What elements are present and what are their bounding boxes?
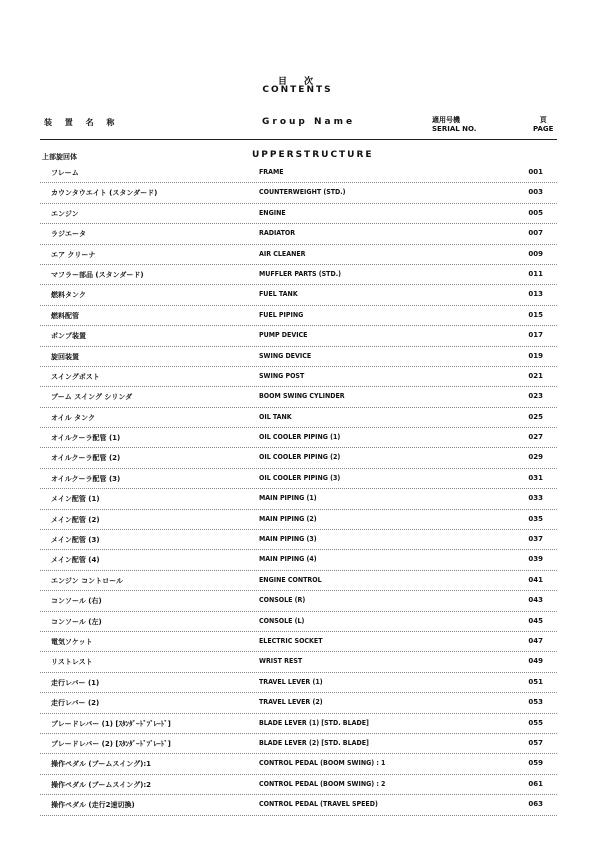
contents-row[interactable]: [40, 550, 557, 570]
item-name-en: FUEL PIPING: [259, 310, 304, 319]
item-page: 061: [528, 779, 543, 788]
contents-list: [40, 163, 557, 816]
item-page: 035: [528, 514, 543, 523]
item-name-jp: リストレスト: [51, 658, 93, 667]
item-name-en: AIR CLEANER: [259, 249, 306, 258]
item-page: 023: [528, 392, 543, 401]
item-name-jp: ブーム スイング シリンダ: [51, 393, 133, 402]
contents-row[interactable]: [40, 489, 557, 509]
contents-row[interactable]: [40, 428, 557, 448]
contents-row[interactable]: [40, 408, 557, 428]
item-name-en: FRAME: [259, 168, 284, 176]
contents-row[interactable]: [40, 775, 557, 795]
item-name-jp: ブレードレバー (1) [ｽﾀﾝﾀﾞｰﾄﾞﾌﾞﾚｰﾄﾞ]: [51, 719, 171, 728]
item-name-en: SWING POST: [259, 371, 305, 380]
item-page: 063: [528, 800, 543, 809]
item-name-en: TRAVEL LEVER (2): [259, 698, 323, 707]
item-page: 011: [528, 269, 543, 278]
item-name-jp: ラジエータ: [51, 230, 86, 239]
item-page: 039: [528, 555, 543, 564]
item-page: 037: [528, 535, 543, 544]
contents-row[interactable]: [40, 693, 557, 713]
item-name-jp: フレーム: [51, 169, 79, 177]
item-name-jp: メイン配管 (1): [51, 495, 100, 504]
item-name-en: CONSOLE (R): [259, 596, 306, 605]
item-name-en: MAIN PIPING (3): [259, 535, 317, 544]
contents-row[interactable]: [40, 510, 557, 530]
item-name-jp: 走行レバー (2): [51, 699, 100, 708]
item-name-en: MAIN PIPING (1): [259, 494, 317, 503]
item-name-jp: オイルクーラ配管 (3): [51, 474, 121, 483]
contents-row[interactable]: [40, 163, 557, 183]
contents-row[interactable]: [40, 285, 557, 305]
item-name-jp: マフラー部品 (スタンダード): [51, 270, 144, 279]
item-page: 005: [528, 208, 543, 217]
contents-row[interactable]: [40, 714, 557, 734]
header-page: [533, 116, 553, 134]
item-page: 015: [528, 310, 543, 319]
item-name-jp: エンジン: [51, 209, 79, 218]
header-page-jp: 頁: [539, 116, 547, 124]
item-name-en: CONTROL PEDAL (BOOM SWING) : 1: [259, 759, 386, 768]
item-name-en: OIL COOLER PIPING (2): [259, 453, 341, 462]
item-page: 017: [528, 331, 543, 340]
item-page: 001: [528, 168, 543, 176]
header-page-en: PAGE: [533, 125, 554, 133]
item-name-en: WRIST REST: [259, 657, 303, 666]
item-name-en: TRAVEL LEVER (1): [259, 677, 323, 686]
item-name-en: OIL COOLER PIPING (1): [259, 433, 341, 442]
contents-row[interactable]: [40, 612, 557, 632]
section-heading-jp: 上部旋回体: [42, 153, 77, 161]
contents-row[interactable]: [40, 652, 557, 672]
item-name-jp: 電気ソケット: [51, 637, 93, 646]
section-heading: [40, 150, 557, 162]
contents-row[interactable]: [40, 265, 557, 285]
item-name-jp: エンジン コントロール: [51, 576, 123, 585]
item-page: 041: [528, 575, 543, 584]
contents-row[interactable]: [40, 245, 557, 265]
item-name-jp: スイングポスト: [51, 372, 100, 381]
contents-row[interactable]: [40, 224, 557, 244]
item-name-jp: カウンタウエイト (スタンダード): [51, 189, 158, 198]
item-name-en: MUFFLER PARTS (STD.): [259, 269, 341, 278]
contents-row[interactable]: [40, 204, 557, 224]
item-page: 057: [528, 738, 543, 747]
item-name-jp: コンソール (左): [51, 617, 102, 626]
item-name-jp: 燃料配管: [51, 311, 79, 320]
contents-row[interactable]: [40, 530, 557, 550]
header-serial-en: SERIAL NO.: [432, 125, 477, 133]
contents-row[interactable]: [40, 673, 557, 693]
item-name-jp: ブレードレバー (2) [ｽﾀﾝﾀﾞｰﾄﾞﾌﾞﾚｰﾄﾞ]: [51, 739, 171, 748]
header-serial: [432, 116, 476, 134]
contents-row[interactable]: [40, 795, 557, 815]
contents-row[interactable]: [40, 448, 557, 468]
item-name-jp: オイル タンク: [51, 413, 95, 422]
contents-row[interactable]: [40, 469, 557, 489]
item-name-en: FUEL TANK: [259, 290, 298, 299]
item-page: 009: [528, 249, 543, 258]
contents-row[interactable]: [40, 347, 557, 367]
item-page: 055: [528, 718, 543, 727]
item-name-en: ELECTRIC SOCKET: [259, 636, 323, 645]
item-page: 019: [528, 351, 543, 360]
header-group-name: Group Name: [262, 117, 356, 127]
contents-row[interactable]: [40, 754, 557, 774]
item-name-en: BLADE LEVER (2) [STD. BLADE]: [259, 738, 369, 747]
item-page: 007: [528, 229, 543, 238]
item-page: 043: [528, 596, 543, 605]
contents-row[interactable]: [40, 367, 557, 387]
item-name-en: OIL COOLER PIPING (3): [259, 473, 341, 482]
contents-row[interactable]: [40, 306, 557, 326]
item-name-en: ENGINE: [259, 208, 286, 217]
item-name-jp: ポンプ装置: [51, 332, 86, 341]
item-page: 013: [528, 290, 543, 299]
item-page: 047: [528, 636, 543, 645]
item-page: 025: [528, 412, 543, 421]
item-name-jp: オイルクーラ配管 (2): [51, 454, 121, 463]
item-page: 049: [528, 657, 543, 666]
item-page: 053: [528, 698, 543, 707]
contents-row[interactable]: [40, 326, 557, 346]
item-name-jp: メイン配管 (3): [51, 536, 100, 545]
contents-row[interactable]: [40, 591, 557, 611]
item-page: 003: [528, 188, 543, 197]
item-name-en: MAIN PIPING (4): [259, 555, 317, 564]
contents-row[interactable]: [40, 734, 557, 754]
item-page: 029: [528, 453, 543, 462]
item-name-en: MAIN PIPING (2): [259, 514, 317, 523]
item-page: 021: [528, 371, 543, 380]
header-serial-jp: 適用号機: [432, 116, 460, 124]
item-name-jp: 操作ペダル (ブームスイング):2: [51, 780, 152, 789]
item-name-jp: メイン配管 (4): [51, 556, 100, 565]
header-jp: 装 置 名 称: [44, 118, 120, 127]
item-name-en: CONTROL PEDAL (TRAVEL SPEED): [259, 800, 378, 809]
title-jp: 目 次: [277, 77, 317, 87]
contents-row[interactable]: [40, 632, 557, 652]
item-name-en: OIL TANK: [259, 412, 292, 421]
contents-row[interactable]: [40, 571, 557, 591]
contents-row[interactable]: [40, 387, 557, 407]
item-page: 059: [528, 759, 543, 768]
item-name-en: PUMP DEVICE: [259, 331, 308, 340]
item-name-jp: 燃料タンク: [51, 291, 86, 300]
contents-row[interactable]: [40, 183, 557, 203]
title-en: CONTENTS: [262, 85, 333, 95]
item-name-jp: 旋回装置: [51, 352, 79, 361]
item-name-en: BOOM SWING CYLINDER: [259, 392, 345, 401]
item-page: 051: [528, 677, 543, 686]
item-page: 045: [528, 616, 543, 625]
item-name-jp: 操作ペダル (走行2速切換): [51, 801, 135, 810]
section-heading-en: UPPERSTRUCTURE: [252, 150, 374, 160]
item-name-jp: エア クリーナ: [51, 250, 96, 259]
item-page: 027: [528, 433, 543, 442]
item-name-jp: オイルクーラ配管 (1): [51, 434, 121, 443]
item-name-jp: 操作ペダル (ブームスイング):1: [51, 760, 152, 769]
header-rule: [40, 139, 557, 140]
item-name-jp: メイン配管 (2): [51, 515, 100, 524]
item-name-en: SWING DEVICE: [259, 351, 312, 360]
item-name-jp: 走行レバー (1): [51, 678, 100, 687]
item-name-jp: コンソール (右): [51, 597, 102, 606]
item-name-en: ENGINE CONTROL: [259, 575, 322, 584]
item-name-en: CONSOLE (L): [259, 616, 305, 625]
item-page: 033: [528, 494, 543, 503]
item-name-en: COUNTERWEIGHT (STD.): [259, 188, 346, 197]
item-name-en: RADIATOR: [259, 229, 296, 238]
item-name-en: CONTROL PEDAL (BOOM SWING) : 2: [259, 779, 386, 788]
item-page: 031: [528, 473, 543, 482]
item-name-en: BLADE LEVER (1) [STD. BLADE]: [259, 718, 369, 727]
